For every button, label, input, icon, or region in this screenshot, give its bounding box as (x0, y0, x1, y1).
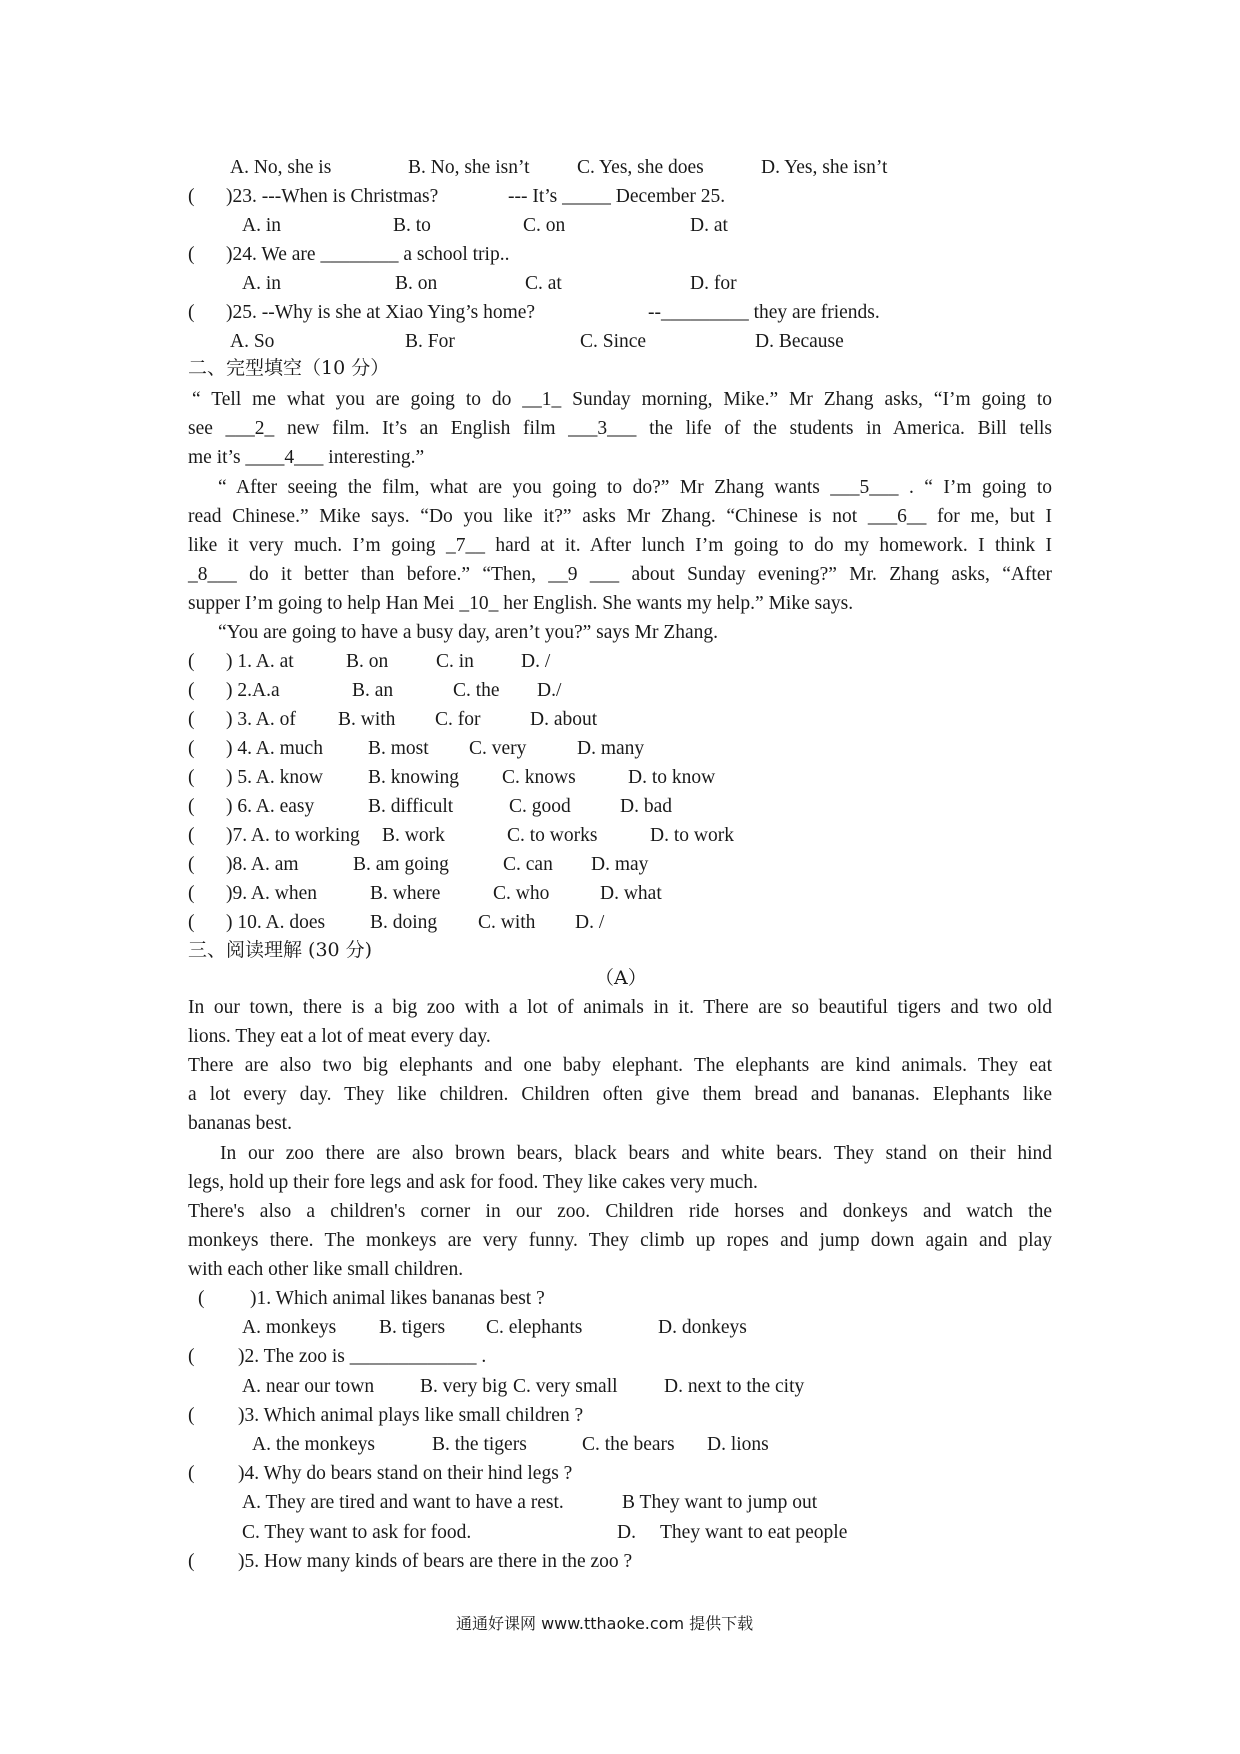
q23-reply: --- It’s _____ December 25. (508, 186, 726, 207)
cloze-item-1-b: B. on (346, 651, 389, 672)
cloze-item-2-b: B. an (352, 680, 394, 701)
passage-line-8: There's also a children's corner in our zoo. Children ride horses and donkeys and watch the (188, 1201, 1052, 1222)
cloze-line-9: “You are going to have a busy day, aren’t you?” says Mr Zhang. (218, 622, 719, 643)
q24-option-b: B. on (395, 273, 438, 294)
q24-option-d: D. for (690, 273, 737, 294)
cloze-item-5-stem: ) 5. A. know (226, 767, 323, 788)
reading-q4-paren: ( (188, 1463, 195, 1484)
reading-heading: 三、阅读理解 (30 分) (188, 939, 373, 961)
reading-q2-paren: ( (188, 1346, 195, 1367)
cloze-item-3-paren: ( (188, 709, 195, 730)
passage-line-7: legs, hold up their fore legs and ask for food. They like cakes very much. (188, 1172, 758, 1193)
reading-q1-paren: ( (198, 1288, 205, 1309)
reading-q4-b: B They want to jump out (622, 1492, 818, 1513)
reading-q1-c: C. elephants (486, 1317, 583, 1338)
reading-q4-stem: )4. Why do bears stand on their hind legs ? (238, 1463, 573, 1484)
cloze-item-5-c: C. knows (502, 767, 576, 788)
cloze-line-2: see ___2_ new film. It’s an English film ___3___ the life of the students in America. Bill tells (188, 418, 1052, 439)
cloze-item-9-d: D. what (600, 883, 662, 904)
cloze-line-4: “ After seeing the film, what are you going to do?” Mr Zhang wants ___5___ . “ I’m going to (218, 477, 1052, 498)
reading-q2-c: C. very small (513, 1376, 618, 1397)
q25-option-b: B. For (405, 331, 455, 352)
reading-q3-d: D. lions (707, 1434, 769, 1455)
cloze-line-6: like it very much. I’m going _7__ hard at it. After lunch I’m going to do my homework. I think I (188, 535, 1052, 556)
reading-q3-b: B. the tigers (432, 1434, 527, 1455)
q24-stem: )24. We are ________ a school trip.. (226, 244, 510, 265)
cloze-item-1-paren: ( (188, 651, 195, 672)
q25-reply: --_________ they are friends. (648, 302, 880, 323)
reading-q2-stem: )2. The zoo is _____________ . (238, 1346, 487, 1367)
cloze-line-1: “ Tell me what you are going to do __1_ Sunday morning, Mike.” Mr Zhang asks, “I’m going to (192, 389, 1052, 410)
q25-paren: ( (188, 302, 195, 323)
passage-line-2: lions. They eat a lot of meat every day. (188, 1026, 491, 1047)
passage-line-3: There are also two big elephants and one baby elephant. The elephants are kind animals. They eat (188, 1055, 1052, 1076)
cloze-line-5: read Chinese.” Mike says. “Do you like it?” asks Mr Zhang. “Chinese is not ___6__ for me, but I (188, 506, 1052, 527)
q23-option-a: A. in (242, 215, 281, 236)
reading-q5-stem: )5. How many kinds of bears are there in the zoo ? (238, 1551, 633, 1572)
q23-option-c: C. on (523, 215, 566, 236)
q25-option-a: A. So (230, 331, 275, 352)
cloze-heading: 二、完型填空（10 分） (188, 357, 390, 379)
cloze-item-6-stem: ) 6. A. easy (226, 796, 315, 817)
cloze-item-7-paren: ( (188, 825, 195, 846)
q24-paren: ( (188, 244, 195, 265)
cloze-item-4-c: C. very (469, 738, 527, 759)
cloze-item-10-paren: ( (188, 912, 195, 933)
reading-q2-a: A. near our town (242, 1376, 375, 1397)
reading-q3-c: C. the bears (582, 1434, 675, 1455)
q25-stem: )25. --Why is she at Xiao Ying’s home? (226, 302, 536, 323)
cloze-line-7: _8___ do it better than before.” “Then, __9 ___ about Sunday evening?” Mr. Zhang asks, “After (188, 564, 1052, 585)
cloze-item-2-paren: ( (188, 680, 195, 701)
cloze-item-8-b: B. am going (353, 854, 449, 875)
cloze-item-2-c: C. the (453, 680, 500, 701)
cloze-item-2-d: D./ (537, 680, 562, 701)
reading-q5-paren: ( (188, 1551, 195, 1572)
q23-option-d: D. at (690, 215, 728, 236)
cloze-item-4-d: D. many (577, 738, 645, 759)
cloze-item-8-c: C. can (503, 854, 553, 875)
cloze-item-6-paren: ( (188, 796, 195, 817)
q23-paren: ( (188, 186, 195, 207)
reading-q3-paren: ( (188, 1405, 195, 1426)
reading-q2-b: B. very big (420, 1376, 508, 1397)
cloze-item-4-paren: ( (188, 738, 195, 759)
cloze-item-9-b: B. where (370, 883, 441, 904)
cloze-item-9-paren: ( (188, 883, 195, 904)
reading-q3-stem: )3. Which animal plays like small children ? (238, 1405, 584, 1426)
reading-q4-d-text: They want to eat people (660, 1522, 848, 1543)
cloze-item-4-b: B. most (368, 738, 429, 759)
cloze-item-2-stem: ) 2.A.a (226, 680, 280, 701)
cloze-item-7-b: B. work (382, 825, 445, 846)
passage-line-5: bananas best. (188, 1113, 292, 1134)
q22-option-c: C. Yes, she does (577, 157, 704, 178)
passage-line-9: monkeys there. The monkeys are very funny. They climb up ropes and jump down again and play (188, 1230, 1052, 1251)
reading-q1-d: D. donkeys (658, 1317, 747, 1338)
q24-option-a: A. in (242, 273, 281, 294)
passage-line-6: In our zoo there are also brown bears, black bears and white bears. They stand on their hind (220, 1143, 1052, 1164)
reading-q1-a: A. monkeys (242, 1317, 337, 1338)
cloze-item-8-paren: ( (188, 854, 195, 875)
cloze-item-4-stem: ) 4. A. much (226, 738, 323, 759)
cloze-item-10-stem: ) 10. A. does (226, 912, 326, 933)
passage-label: （A） (595, 967, 647, 989)
cloze-line-8: supper I’m going to help Han Mei _10_ her English. She wants my help.” Mike says. (188, 593, 854, 614)
cloze-item-6-b: B. difficult (368, 796, 454, 817)
cloze-item-9-stem: )9. A. when (226, 883, 317, 904)
cloze-item-10-c: C. with (478, 912, 536, 933)
passage-line-4: a lot every day. They like children. Children often give them bread and bananas. Elephants like (188, 1084, 1052, 1105)
cloze-item-3-d: D. about (530, 709, 598, 730)
cloze-line-3: me it’s ____4___ interesting.” (188, 447, 425, 468)
cloze-item-10-b: B. doing (370, 912, 438, 933)
q22-option-a: A. No, she is (230, 157, 332, 178)
reading-q1-b: B. tigers (379, 1317, 446, 1338)
cloze-item-7-d: D. to work (650, 825, 734, 846)
cloze-item-7-c: C. to works (507, 825, 598, 846)
reading-q4-c: C. They want to ask for food. (242, 1522, 472, 1543)
cloze-item-1-c: C. in (436, 651, 474, 672)
reading-q4-a: A. They are tired and want to have a rest. (242, 1492, 564, 1513)
footer-watermark: 通通好课网 www.tthaoke.com 提供下载 (456, 1614, 754, 1633)
cloze-item-3-stem: ) 3. A. of (226, 709, 296, 730)
q24-option-c: C. at (525, 273, 562, 294)
cloze-item-5-b: B. knowing (368, 767, 460, 788)
cloze-item-8-d: D. may (591, 854, 649, 875)
cloze-item-10-d: D. / (575, 912, 605, 933)
reading-q4-d: D. (617, 1522, 636, 1543)
q22-option-b: B. No, she isn’t (408, 157, 530, 178)
cloze-item-9-c: C. who (493, 883, 550, 904)
q22-option-d: D. Yes, she isn’t (761, 157, 888, 178)
q23-option-b: B. to (393, 215, 431, 236)
passage-line-1: In our town, there is a big zoo with a lot of animals in it. There are so beautiful tigers and two old (188, 997, 1052, 1018)
cloze-item-6-c: C. good (509, 796, 571, 817)
cloze-item-6-d: D. bad (620, 796, 672, 817)
cloze-item-5-d: D. to know (628, 767, 716, 788)
cloze-item-8-stem: )8. A. am (226, 854, 299, 875)
reading-q1-stem: )1. Which animal likes bananas best ? (250, 1288, 545, 1309)
q25-option-c: C. Since (580, 331, 647, 352)
cloze-item-7-stem: )7. A. to working (226, 825, 360, 846)
cloze-item-3-c: C. for (435, 709, 481, 730)
cloze-item-3-b: B. with (338, 709, 396, 730)
cloze-item-1-stem: ) 1. A. at (226, 651, 294, 672)
reading-q2-d: D. next to the city (664, 1376, 805, 1397)
cloze-item-1-d: D. / (521, 651, 551, 672)
passage-line-10: with each other like small children. (188, 1259, 464, 1280)
q25-option-d: D. Because (755, 331, 844, 352)
cloze-item-5-paren: ( (188, 767, 195, 788)
reading-q3-a: A. the monkeys (252, 1434, 375, 1455)
q23-stem: )23. ---When is Christmas? (226, 186, 439, 207)
